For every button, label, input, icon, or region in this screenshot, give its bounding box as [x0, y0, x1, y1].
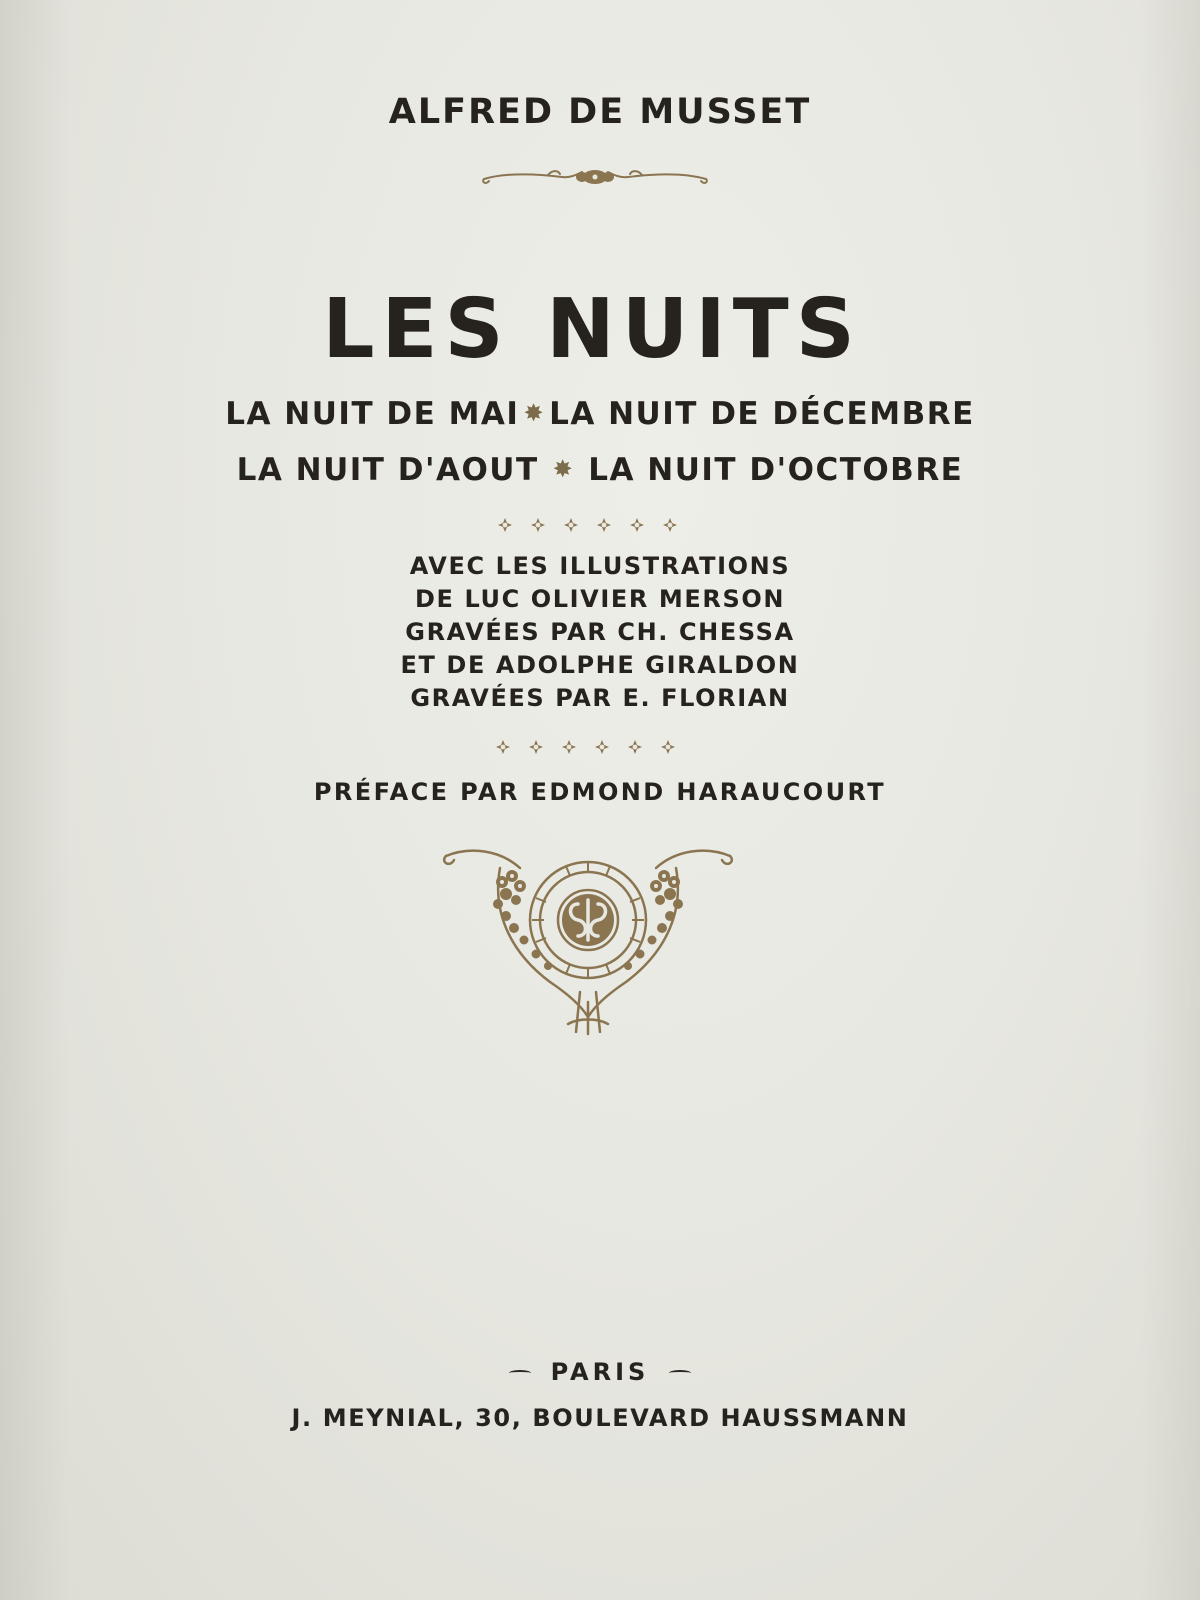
dash-ornament-icon — [509, 1370, 531, 1376]
poems-line-2 — [0, 452, 1200, 488]
poem-title: LA NUIT D'AOUT — [236, 452, 539, 488]
credit-line: GRAVÉES PAR CH. CHESSA — [405, 618, 795, 646]
credit-line: GRAVÉES PAR E. FLORIAN — [410, 684, 790, 712]
imprint-city — [0, 1358, 1200, 1386]
credit-line: ET DE ADOLPHE GIRALDON — [400, 651, 800, 679]
star-separator-icon: ✸ — [552, 455, 575, 483]
poem-title: LA NUIT D'OCTOBRE — [588, 452, 964, 488]
star-ornament-icon — [494, 738, 682, 756]
imprint-publisher: J. MEYNIAL, 30, BOULEVARD HAUSSMANN — [291, 1404, 909, 1432]
poem-title: LA NUIT DE MAI — [225, 396, 520, 432]
poem-title: LA NUIT DE DÉCEMBRE — [549, 396, 975, 432]
city-name: PARIS — [550, 1358, 650, 1386]
monogram-wreath-emblem-icon — [440, 842, 736, 1038]
dash-ornament-icon — [669, 1370, 691, 1376]
credit-line: AVEC LES ILLUSTRATIONS — [409, 552, 791, 580]
star-ornament-icon — [496, 516, 684, 534]
book-title: LES NUITS — [322, 282, 862, 377]
author-name: ALFRED DE MUSSET — [388, 92, 812, 132]
credit-line: DE LUC OLIVIER MERSON — [414, 585, 786, 613]
star-separator-icon: ✸ — [523, 399, 546, 427]
scroll-flourish-icon — [478, 162, 712, 192]
preface-credit: PRÉFACE PAR EDMOND HARAUCOURT — [313, 778, 887, 806]
poems-line-1 — [0, 396, 1200, 432]
